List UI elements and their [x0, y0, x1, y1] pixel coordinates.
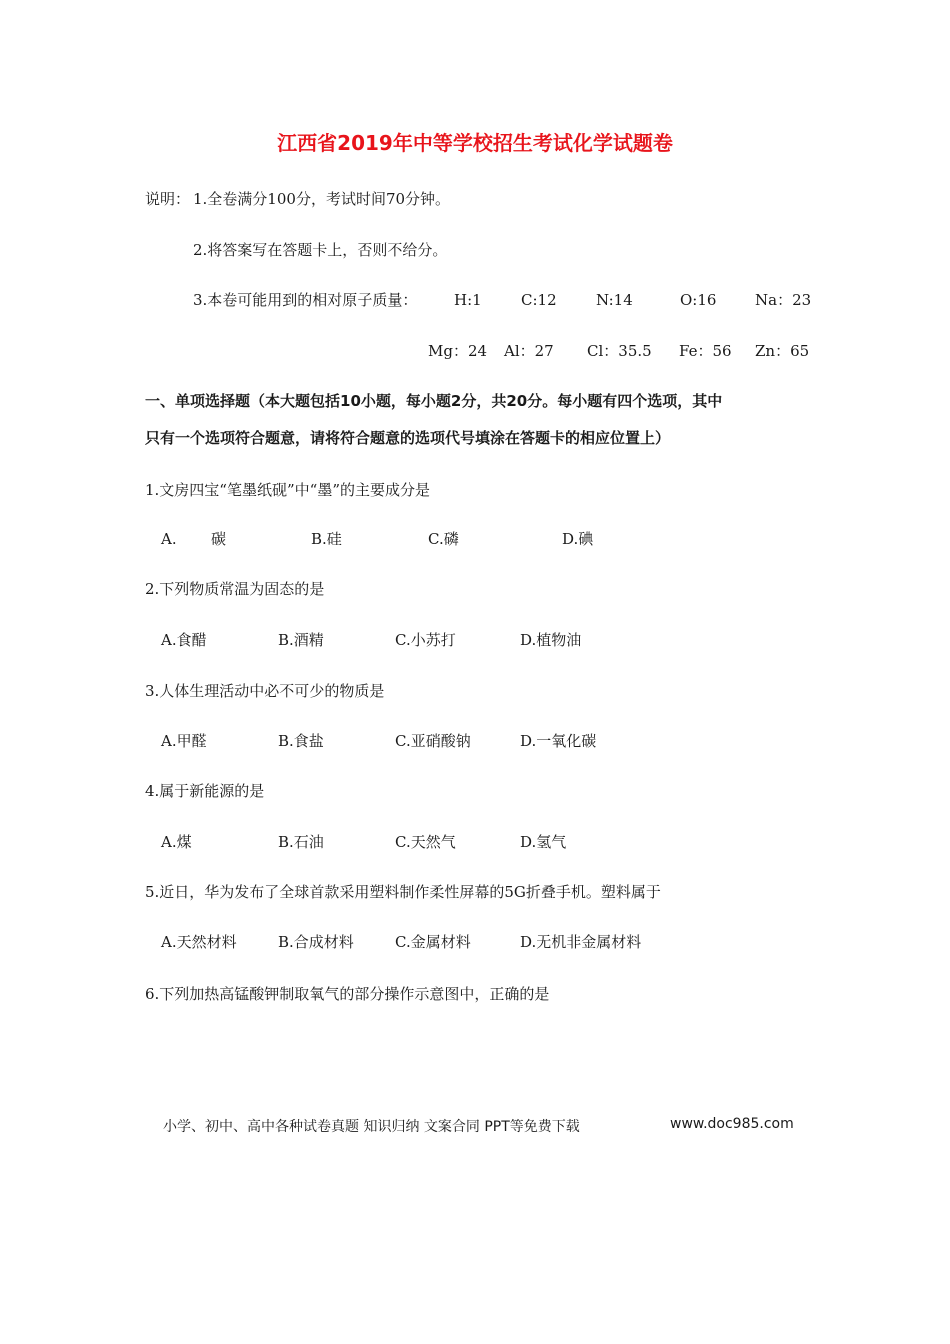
footer-text: 小学、初中、高中各种试卷真题 知识归纳 文案合同 PPT等免费下载: [163, 1119, 580, 1135]
question-4-stem: 4.属于新能源的是: [145, 782, 265, 800]
question-5-option-b: B.合成材料: [278, 933, 354, 951]
question-1-option-c: C.磷: [428, 530, 459, 548]
mass-n: N:14: [596, 291, 633, 309]
mass-fe: Fe：56: [679, 342, 732, 360]
question-4-option-d: D.氢气: [520, 833, 567, 851]
mass-o: O:16: [680, 291, 717, 309]
note-1: 1.全卷满分100分，考试时间70分钟。: [193, 190, 451, 208]
mass-na: Na：23: [755, 291, 812, 309]
question-2-option-c: C.小苏打: [395, 631, 456, 649]
question-3-option-b: B.食盐: [278, 732, 324, 750]
question-4-option-b: B.石油: [278, 833, 324, 851]
question-3-option-c: C.亚硝酸钠: [395, 732, 471, 750]
question-3-option-a: A.甲醛: [161, 732, 207, 750]
question-2-option-b: B.酒精: [278, 631, 324, 649]
question-5-stem: 5.近日，华为发布了全球首款采用塑料制作柔性屏幕的5G折叠手机。塑料属于: [145, 883, 661, 901]
question-1-option-a-text: 碳: [211, 530, 227, 548]
question-5-option-a: A.天然材料: [161, 933, 237, 951]
notes-label: 说明：: [145, 190, 191, 208]
mass-h: H:1: [454, 291, 482, 309]
question-2-stem: 2.下列物质常温为固态的是: [145, 580, 325, 598]
question-4-option-a: A.煤: [161, 833, 192, 851]
note-3-prefix: 3.本卷可能用到的相对原子质量：: [193, 291, 418, 309]
question-5-option-d: D.无机非金属材料: [520, 933, 642, 951]
question-1-option-a-label: A.: [161, 530, 177, 548]
mass-c: C:12: [521, 291, 557, 309]
question-6-stem: 6.下列加热高锰酸钾制取氧气的部分操作示意图中，正确的是: [145, 985, 550, 1003]
question-1-option-d: D.碘: [562, 530, 594, 548]
question-2-option-d: D.植物油: [520, 631, 582, 649]
question-3-option-d: D.一氧化碳: [520, 732, 597, 750]
question-1-stem: 1.文房四宝“笔墨纸砚”中“墨”的主要成分是: [145, 481, 430, 499]
page-title: 江西省2019年中等学校招生考试化学试题卷: [277, 131, 673, 155]
mass-mg: Mg：24: [428, 342, 488, 360]
footer-url[interactable]: www.doc985.com: [670, 1116, 794, 1132]
note-2: 2.将答案写在答题卡上，否则不给分。: [193, 241, 448, 259]
question-3-stem: 3.人体生理活动中必不可少的物质是: [145, 682, 385, 700]
question-2-option-a: A.食醋: [161, 631, 207, 649]
question-1-option-b: B.硅: [311, 530, 342, 548]
mass-zn: Zn：65: [755, 342, 810, 360]
question-4-option-c: C.天然气: [395, 833, 456, 851]
question-5-option-c: C.金属材料: [395, 933, 471, 951]
mass-al: Al：27: [504, 342, 554, 360]
section1-heading-line2: 只有一个选项符合题意，请将符合题意的选项代号填涂在答题卡的相应位置上）: [145, 429, 671, 447]
section1-heading-line1: 一、单项选择题（本大题包括10小题，每小题2分，共20分。每小题有四个选项，其中: [145, 392, 723, 410]
mass-cl: Cl：35.5: [587, 342, 652, 360]
